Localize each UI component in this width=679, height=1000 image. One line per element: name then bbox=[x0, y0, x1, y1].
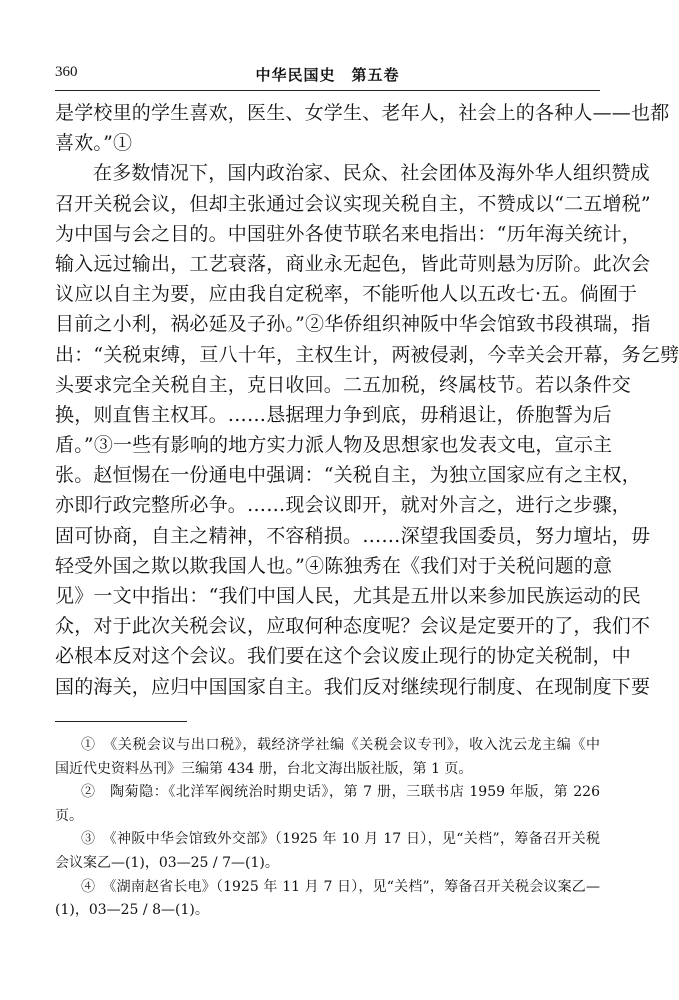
footnote-rule bbox=[55, 721, 187, 722]
footnote-line: ② 陶菊隐：《北洋军阀统治时期史话》，第 7 册，三联书店 1959 年版，第 226 bbox=[81, 784, 600, 801]
text-line: 换，则直售主权耳。……恳据理力争到底，毋稍退让，侨胞誓为后 bbox=[55, 403, 612, 426]
text-line: 喜欢。”① bbox=[55, 132, 133, 155]
footnote-line: ④ 《湖南赵省长电》（1925 年 11 月 7 日），见“关档”，筹备召开关税会议案乙— bbox=[81, 878, 600, 895]
text-line: 见》一文中指出：“我们中国人民，尤其是五卅以来参加民族运动的民 bbox=[55, 585, 641, 607]
text-line: 张。赵恒惕在一份通电中强调：“关税自主，为独立国家应有之主权， bbox=[55, 464, 641, 487]
footnote-line: ③ 《神阪中华会馆致外交部》（1925 年 10 月 17 日），见“关档”，筹备召开关税 bbox=[81, 831, 600, 848]
footnote-line: 会议案乙—(1)，03—25 / 7—(1)。 bbox=[55, 854, 279, 871]
text-line: 国的海关，应归中国国家自主。我们反对继续现行制度、在现制度下要 bbox=[55, 675, 651, 698]
text-line: 议应以自主为要，应由我自定税率，不能听他人以五改七·五。倘囿于 bbox=[55, 283, 638, 306]
running-title: 中华民国史 第五卷 bbox=[255, 66, 400, 84]
footnote-line: ① 《关税会议与出口税》，载经济学社编《关税会议专刊》，收入沈云龙主编《中 bbox=[81, 737, 600, 753]
footnotes bbox=[55, 734, 600, 923]
text-line: 固可协商，自主之精神，不容稍损。……深望我国委员，努力壇坫，毋 bbox=[55, 524, 651, 547]
text-line: 目前之小利，祸必延及子孙。”②华侨组织神阪中华会馆致书段祺瑞，指 bbox=[55, 313, 651, 336]
text-line: 召开关税会议，但却主张通过会议实现关税自主，不赞成以“二五增税” bbox=[55, 192, 651, 215]
text-line: 出：“关税束缚，亘八十年，主权生计，两被侵剥，今幸关会开幕，务乞劈 bbox=[55, 343, 679, 366]
footnote-line: (1)，03—25 / 8—(1)。 bbox=[55, 902, 209, 919]
header-rule bbox=[55, 90, 600, 91]
text-line: 盾。”③一些有影响的地方实力派人物及思想家也发表文电，宣示主 bbox=[55, 434, 613, 457]
text-line: 在多数情况下，国内政治家、民众、社会团体及海外华人组织赞成 bbox=[93, 162, 650, 185]
footnote-line: 页。 bbox=[55, 807, 83, 824]
text-line: 为中国与会之目的。中国驻外各使节联名来电指出：“历年海关统计， bbox=[55, 222, 641, 245]
text-line: 众，对于此次关税会议，应取何种态度呢？会议是定要开的了，我们不 bbox=[55, 615, 651, 638]
text-line: 输入远过输出，工艺衰落，商业永无起色，皆此苛则悬为厉阶。此次会 bbox=[55, 252, 651, 275]
page-number: 360 bbox=[55, 64, 78, 80]
footnote-line: 国近代史资料丛刊》三编第 434 册，台北文海出版社版，第 1 页。 bbox=[55, 760, 473, 777]
text-line: 是学校里的学生喜欢，医生、女学生、老年人，社会上的各种人——也都 bbox=[55, 102, 670, 124]
text-line: 头要求完全关税自主，克日收回。二五加税，终属枝节。若以条件交 bbox=[55, 373, 632, 396]
text-line: 亦即行政完整所必争。……现会议即开，就对外言之，进行之步骤， bbox=[55, 494, 632, 517]
page-header bbox=[55, 64, 600, 88]
body-text bbox=[55, 98, 679, 702]
text-line: 轻受外国之欺以欺我国人也。”④陈独秀在《我们对于关税问题的意 bbox=[55, 554, 613, 577]
text-line: 必根本反对这个会议。我们要在这个会议废止现行的协定关税制，中 bbox=[55, 645, 632, 668]
